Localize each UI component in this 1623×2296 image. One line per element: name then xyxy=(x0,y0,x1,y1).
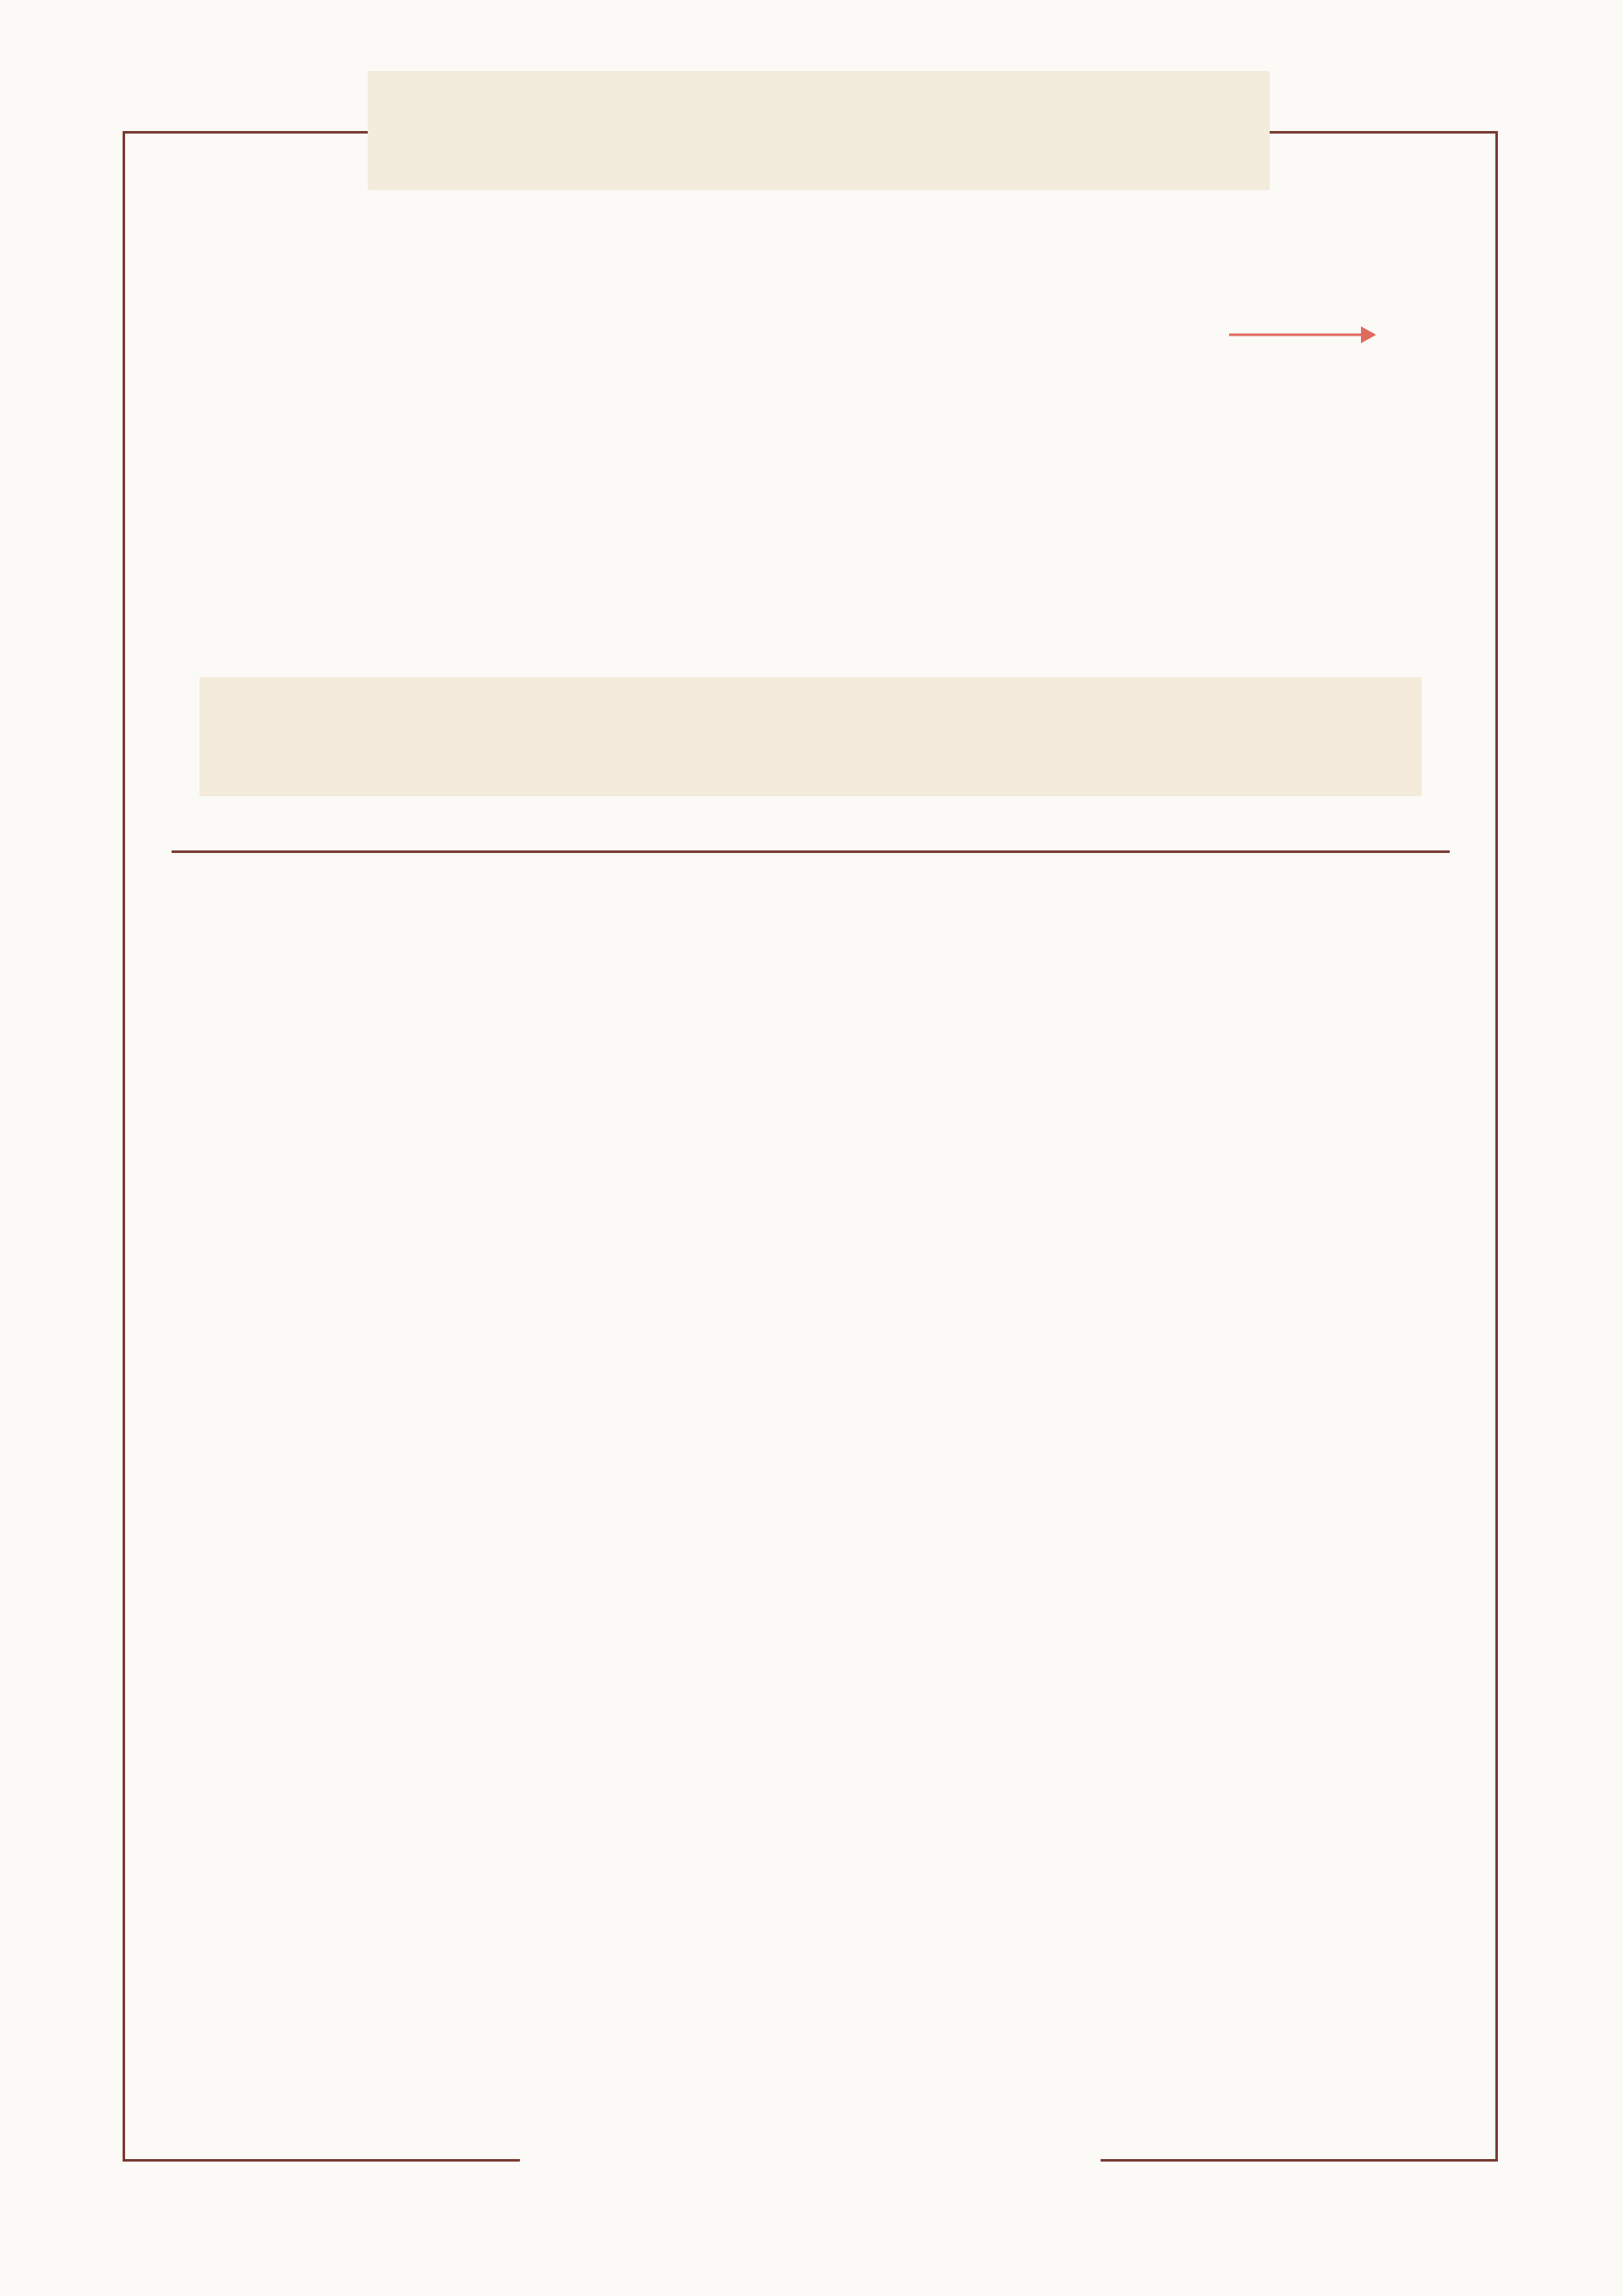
arrow-right-icon xyxy=(1361,326,1376,343)
frame-bottom-left xyxy=(123,2159,520,2162)
target-box xyxy=(199,677,1422,796)
frame-right xyxy=(1495,131,1498,2162)
frame-top-left xyxy=(123,131,368,134)
package-basic xyxy=(199,301,1422,800)
strike-arrow-line xyxy=(1229,334,1368,336)
title-banner xyxy=(368,71,1270,190)
section-divider xyxy=(172,850,1450,853)
frame-left xyxy=(123,131,125,2162)
package-premium xyxy=(199,906,1422,1405)
frame-bottom-right xyxy=(1101,2159,1498,2162)
frame-top-right xyxy=(1270,131,1498,134)
